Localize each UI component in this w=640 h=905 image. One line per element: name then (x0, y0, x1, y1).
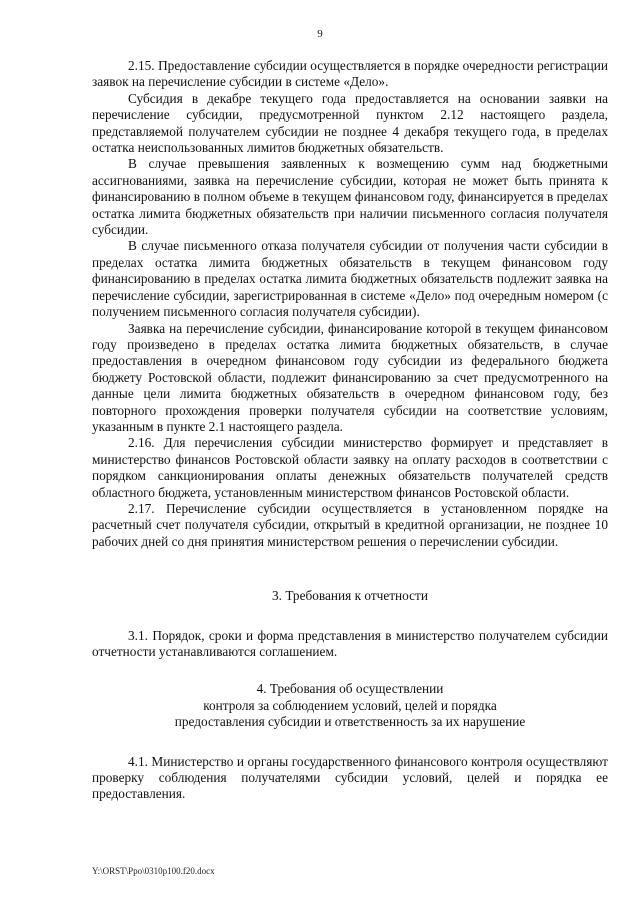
section-3-heading: 3. Требования к отчетности (272, 588, 428, 604)
section-4-heading-line-1: 4. Требования об осуществлении (256, 681, 444, 697)
paragraph-excess-claims: В случае превышения заявленных к возмещению сумм над бюджетными ассигнованиями, заявка на перечисление субсидии, которая не может быть принята к финансированию в полном объеме в текущем финансовом году, финансируется в пределах остатка лимита бюджетных обязательств при наличии письменного согласия получателя субсидии. (92, 156, 608, 238)
paragraph-december-subsidy: Субсидия в декабре текущего года предоставляется на основании заявки на перечисление субсидии, предусмотренной пунктом 2.12 настоящего раздела, представляемой получателем субсидии не позднее 4 декабря текущего года, в пределах остатка неиспользованных лимитов бюджетных обязательств. (92, 90, 608, 156)
paragraph-2-15: 2.15. Предоставление субсидии осуществляется в порядке очередности регистрации заявок на перечисление субсидии в системе «Дело». (92, 58, 608, 90)
page-number: 9 (317, 28, 323, 40)
document-body (92, 58, 608, 803)
paragraph-4-1: 4.1. Министерство и органы государственного финансового контроля осуществляют проверку соблюдения получателями субсидии условий, целей и порядка ее предоставления. (92, 753, 608, 802)
paragraph-2-17: 2.17. Перечисление субсидии осуществляется в установленном порядке на расчетный счет получателя субсидии, открытый в кредитной организации, не позднее 10 рабочих дней со дня принятия министерством решения о перечислении субсидии. (92, 500, 608, 549)
section-4-heading-line-2: контроля за соблюдением условий, целей и порядка (203, 697, 497, 713)
paragraph-2-16: 2.16. Для перечисления субсидии министерство формирует и представляет в министерство финансов Ростовской области заявку на оплату расходов в соответствии с порядком санкционирования оплаты денежных обязательств получателей средств областного бюджета, установленным министерством финансов Ростовской области. (92, 435, 608, 500)
paragraph-next-year-financing: Заявка на перечисление субсидии, финансирование которой в текущем финансовом году произведено в пределах остатка лимита бюджетных обязательств, в случае предоставления в очередном финансовом году субсидии из федерального бюджета бюджету Ростовской области, подлежит финансированию за счет предусмотренного на данные цели лимита бюджетных обязательств в очередном финансовом году, без повторного прохождения проверки получателя субсидии на соответствие условиям, указанным в пункте 2.1 настоящего раздела. (92, 320, 608, 434)
file-path-footer: Y:\ORST\Ppo\0310p100.f20.docx (92, 866, 215, 876)
paragraph-written-refusal: В случае письменного отказа получателя субсидии от получения части субсидии в пределах остатка лимита бюджетных обязательств в текущем финансовом году финансированию в пределах остатка лимита бюджетных обязательств подлежит заявка на перечисление субсидии, зарегистрированная в системе «Дело» под очередным номером (с получением письменного согласия получателя субсидии). (92, 238, 608, 320)
section-4-heading-line-3: предоставления субсидии и ответственность за их нарушение (174, 714, 526, 730)
paragraph-3-1: 3.1. Порядок, сроки и форма представления в министерство получателем субсидии отчетности устанавливаются соглашением. (92, 627, 608, 659)
